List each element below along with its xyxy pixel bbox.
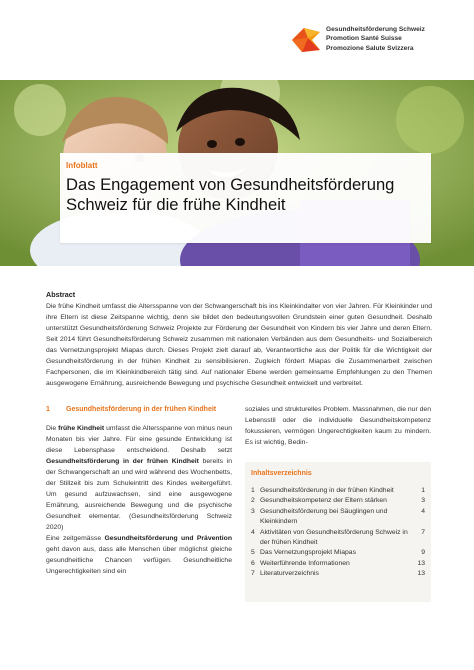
text-run: Eine zeitgemässe: [46, 535, 105, 542]
bold-term: frühe Kindheit: [58, 425, 105, 432]
toc-item-title: Weiterführende Informationen: [260, 559, 350, 567]
logo-line-fr: Promotion Santé Suisse: [326, 35, 402, 43]
document-type-label: Infoblatt: [66, 161, 98, 170]
title-card: [60, 153, 431, 243]
toc-item-title: Gesundheitsförderung in der frühen Kindheit: [260, 487, 394, 494]
abstract-heading: Abstract: [46, 290, 76, 299]
section-number: 1: [46, 406, 50, 413]
toc-item-page: 1: [421, 487, 425, 494]
section-paragraph-1: [46, 423, 232, 533]
section-paragraph-2: [46, 533, 232, 577]
logo-line-de: Gesundheitsförderung Schweiz: [326, 26, 425, 33]
toc-item-title: Gesundheitsförderung bei Säuglingen und Kleinkindern: [260, 507, 388, 526]
toc-item-page: 3: [421, 497, 425, 505]
toc-item-page: 4: [421, 507, 425, 515]
section-paragraph-continued: soziales und strukturelles Problem. Massnahmen, die nur den Lebensstil oder die individuelle Gesundheitskompetenz fokussieren, vermögen Ungerechtigkeiten kaum zu mindern. Es ist wichtig, Bedin-: [245, 406, 431, 446]
toc-item-page: 13: [417, 559, 425, 567]
bold-term: Gesundheitsförderung in der frühen Kindheit: [46, 458, 199, 465]
page-title: Das Engagement von Gesundheitsförderung Schweiz für die frühe Kindheit: [66, 175, 395, 214]
toc-heading: Inhaltsverzeichnis: [251, 470, 312, 477]
toc-item-title: Das Vernetzungsprojekt Miapas: [260, 549, 356, 557]
toc-item[interactable]: [251, 559, 425, 569]
bold-term: Gesundheitsförderung und Prävention: [104, 535, 232, 542]
toc-list: [251, 486, 425, 580]
abstract-section: [46, 290, 432, 389]
toc-item[interactable]: [251, 486, 425, 496]
organization-logo: [290, 22, 470, 58]
toc-item-page: 7: [421, 528, 425, 536]
text-run: geht davon aus, dass alle Menschen über möglichst gleiche gesundheitliche Chancen verfügen. Gesundheitliche Ungerechtigkeiten sind ein: [46, 546, 232, 575]
gesundheitsfoerderung-logo-icon: [290, 24, 322, 54]
toc-item-number: 7: [251, 570, 255, 578]
toc-item-number: 6: [251, 559, 255, 567]
text-run: bereits in der Schwangerschaft an und wird während des Wochenbetts, der Stillzeit bis zum Schuleintritt des Kindes weitergeführt. Um gesund aufzuwachsen, sind eine ausgewogene Ernährung, ausreichende Bewegung und die psychische Gesundheit elementar. (Gesundheitsförderung Schweiz 2020): [46, 458, 232, 531]
logo-text: [326, 25, 425, 53]
toc-item-number: 3: [251, 507, 255, 515]
toc-item-title: Gesundheitskompetenz der Eltern stärken: [260, 497, 387, 505]
toc-item[interactable]: [251, 548, 425, 558]
text-run: umfasst die Altersspanne von minus neun Monaten bis vier Jahre. Für eine gesunde Entwicklung ist diese Lebensphase entscheidend. Deshalb setzt: [46, 425, 232, 454]
text-run: Die: [46, 425, 59, 432]
table-of-contents: [245, 462, 431, 602]
section-title: Gesundheitsförderung in der frühen Kindheit: [66, 406, 217, 413]
toc-item-page: 13: [417, 570, 425, 578]
toc-item-number: 4: [251, 528, 255, 536]
left-column: [46, 404, 232, 577]
section-heading: [46, 404, 232, 415]
logo-line-it: Promozione Salute Svizzera: [326, 44, 414, 52]
right-column: [245, 404, 431, 602]
toc-item-title: Aktivitäten von Gesundheitsförderung Schweiz in der frühen Kindheit: [260, 528, 408, 547]
toc-item[interactable]: [251, 569, 425, 579]
toc-item-number: 1: [251, 487, 255, 494]
toc-item[interactable]: [251, 528, 425, 549]
toc-item-title: Literaturverzeichnis: [260, 570, 319, 578]
toc-item-page: 9: [421, 549, 425, 557]
toc-item-number: 2: [251, 497, 255, 505]
toc-item[interactable]: [251, 496, 425, 506]
toc-item-number: 5: [251, 549, 255, 557]
abstract-text: Die frühe Kindheit umfasst die Altersspanne von der Schwangerschaft bis ins Kleinkindalter von vier Jahren. Für Kleinkinder und ihre Eltern ist diese Zeitspanne wichtig, denn sie bildet den bedeutungsvollen Grundstein einer guten Gesundheit. Deshalb unterstützt Gesundheitsförderung Schweiz Projekte zur Förderung der Gesundheit von Kindern bis vier Jahre und deren Eltern. Seit 2014 führt Gesundheitsförderung Schweiz zusammen mit nationalen Verbänden aus dem Gesundheits- und Sozialbereich das Vernetzungsprojekt Miapas durch. Dieses Projekt zielt darauf ab, Verantwortliche aus der Politik für die Wichtigkeit der Gesundheitsförderung in der frühen Kindheit zu sensibilisieren. Zugleich fördert Miapas die Zusammenarbeit zwischen Fachpersonen, die im Kleinkindbereich tätig sind. Auf nationaler Ebene werden gemeinsame Empfehlungen zu den Themen ausgewogene Ernährung, ausreichende Bewegung und psychische Gesundheit entwickelt und verbreitet.: [46, 303, 432, 387]
toc-item[interactable]: [251, 507, 425, 528]
